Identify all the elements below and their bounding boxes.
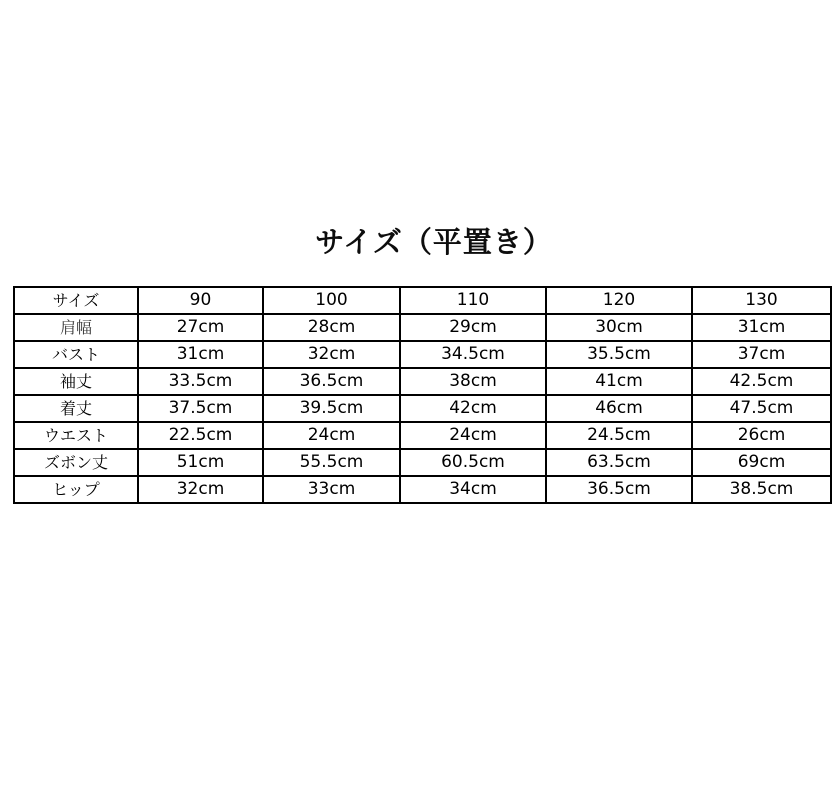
table-cell: 36.5cm [546, 476, 692, 503]
table-row-shoulder [14, 314, 831, 341]
table-cell: 63.5cm [546, 449, 692, 476]
table-cell: 31cm [692, 314, 831, 341]
header-size-90: 90 [138, 287, 263, 314]
header-size-110: 110 [400, 287, 546, 314]
table-cell: 33cm [263, 476, 400, 503]
table-cell: 24cm [263, 422, 400, 449]
table-cell: 55.5cm [263, 449, 400, 476]
table-row-sleeve [14, 368, 831, 395]
table-cell: 37.5cm [138, 395, 263, 422]
table-cell: 46cm [546, 395, 692, 422]
table-cell: 33.5cm [138, 368, 263, 395]
table-cell: 24.5cm [546, 422, 692, 449]
table-cell: 51cm [138, 449, 263, 476]
row-label-hip: ヒップ [14, 476, 138, 503]
table-cell: 37cm [692, 341, 831, 368]
table-cell: 69cm [692, 449, 831, 476]
table-cell: 38.5cm [692, 476, 831, 503]
header-size-label: サイズ [14, 287, 138, 314]
header-size-130: 130 [692, 287, 831, 314]
row-label-sleeve-length: 袖丈 [14, 368, 138, 395]
table-row-bust [14, 341, 831, 368]
table-cell: 30cm [546, 314, 692, 341]
row-label-waist: ウエスト [14, 422, 138, 449]
size-chart-table [13, 286, 832, 504]
row-label-pants-length: ズボン丈 [14, 449, 138, 476]
table-cell: 42.5cm [692, 368, 831, 395]
table-cell: 22.5cm [138, 422, 263, 449]
table-header-row [14, 287, 831, 314]
table-cell: 36.5cm [263, 368, 400, 395]
table-cell: 24cm [400, 422, 546, 449]
page-title: サイズ（平置き） [315, 225, 553, 259]
table-row-length [14, 395, 831, 422]
table-cell: 26cm [692, 422, 831, 449]
row-label-shoulder-width: 肩幅 [14, 314, 138, 341]
table-cell: 47.5cm [692, 395, 831, 422]
table-cell: 32cm [138, 476, 263, 503]
table-row-pants-length [14, 449, 831, 476]
table-cell: 27cm [138, 314, 263, 341]
table-cell: 34.5cm [400, 341, 546, 368]
row-label-bust: バスト [14, 341, 138, 368]
table-row-hip [14, 476, 831, 503]
row-label-body-length: 着丈 [14, 395, 138, 422]
table-cell: 35.5cm [546, 341, 692, 368]
table-cell: 39.5cm [263, 395, 400, 422]
table-cell: 28cm [263, 314, 400, 341]
table-cell: 29cm [400, 314, 546, 341]
header-size-100: 100 [263, 287, 400, 314]
table-cell: 32cm [263, 341, 400, 368]
table-cell: 41cm [546, 368, 692, 395]
table-cell: 34cm [400, 476, 546, 503]
table-cell: 42cm [400, 395, 546, 422]
table-cell: 60.5cm [400, 449, 546, 476]
table-cell: 31cm [138, 341, 263, 368]
header-size-120: 120 [546, 287, 692, 314]
table-cell: 38cm [400, 368, 546, 395]
table-row-waist [14, 422, 831, 449]
